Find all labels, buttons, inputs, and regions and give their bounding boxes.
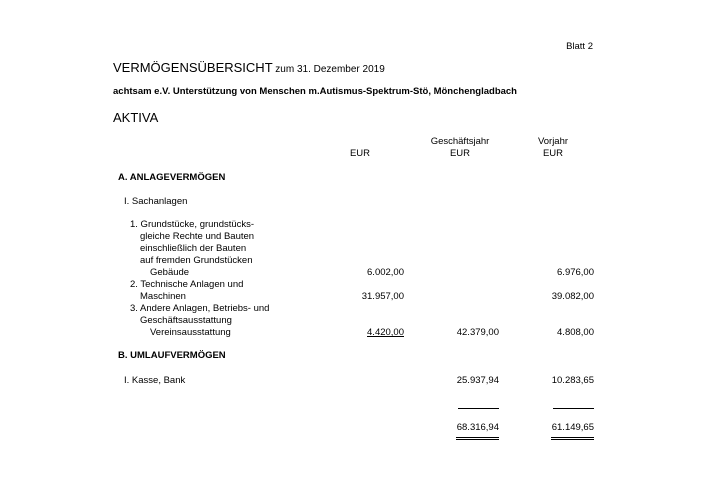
organization-name: achtsam e.V. Unterstützung von Menschen m.Autismus-Spektrum-Stö, Mönchengladbach <box>113 86 517 97</box>
sheet-label: Blatt 2 <box>566 41 593 52</box>
group-b-item-label: I. Kasse, Bank <box>124 375 186 386</box>
col-eur-header: EUR <box>349 148 371 159</box>
group-a-sub: I. Sachanlagen <box>124 196 188 207</box>
col-vorjahr-label: Vorjahr <box>537 136 569 147</box>
col-vorjahr-unit: EUR <box>542 148 564 159</box>
item3-line2: Geschäftsausstattung <box>140 315 232 326</box>
item2-line2: Maschinen <box>140 291 186 302</box>
page-title <box>113 60 385 76</box>
col-geschaeftsjahr-label: Geschäftsjahr <box>430 136 490 147</box>
total-double-rule-gj-2 <box>456 439 499 440</box>
total-geschaeftsjahr: 68.316,94 <box>456 422 499 433</box>
item1-line1: 1. Grundstücke, grundstücks- <box>130 219 255 230</box>
item1-eur: 6.002,00 <box>367 267 404 278</box>
total-double-rule-gj-1 <box>456 437 499 438</box>
total-double-rule-vj-1 <box>551 437 594 438</box>
item2-line1: 2. Technische Anlagen und <box>130 279 244 290</box>
sum-rule-geschaeftsjahr <box>458 408 499 409</box>
item3-geschaeftsjahr: 42.379,00 <box>456 327 499 338</box>
title-text: VERMÖGENSÜBERSICHT <box>113 60 273 75</box>
group-b-vorjahr: 10.283,65 <box>551 375 594 386</box>
total-double-rule-vj-2 <box>551 439 594 440</box>
group-b-heading: B. UMLAUFVERMÖGEN <box>118 350 226 361</box>
item2-eur: 31.957,00 <box>361 291 404 302</box>
group-b-geschaeftsjahr: 25.937,94 <box>456 375 499 386</box>
item1-line2: gleiche Rechte und Bauten <box>140 231 255 242</box>
date-label: zum 31. Dezember 2019 <box>275 64 385 75</box>
item3-eur: 4.420,00 <box>367 327 404 338</box>
group-a-heading: A. ANLAGEVERMÖGEN <box>118 172 226 183</box>
col-geschaeftsjahr-unit: EUR <box>449 148 471 159</box>
sum-rule-vorjahr <box>553 408 594 409</box>
item3-line3: Vereinsausstattung <box>150 327 231 338</box>
item1-vorjahr: 6.976,00 <box>557 267 594 278</box>
item2-vorjahr: 39.082,00 <box>551 291 594 302</box>
item1-line3: einschließlich der Bauten <box>140 243 247 254</box>
section-aktiva: AKTIVA <box>113 110 159 125</box>
item3-line1: 3. Andere Anlagen, Betriebs- und <box>130 303 270 314</box>
item1-line5: Gebäude <box>150 267 190 278</box>
item3-vorjahr: 4.808,00 <box>557 327 594 338</box>
total-vorjahr: 61.149,65 <box>551 422 594 433</box>
item1-line4: auf fremden Grundstücken <box>140 255 253 266</box>
